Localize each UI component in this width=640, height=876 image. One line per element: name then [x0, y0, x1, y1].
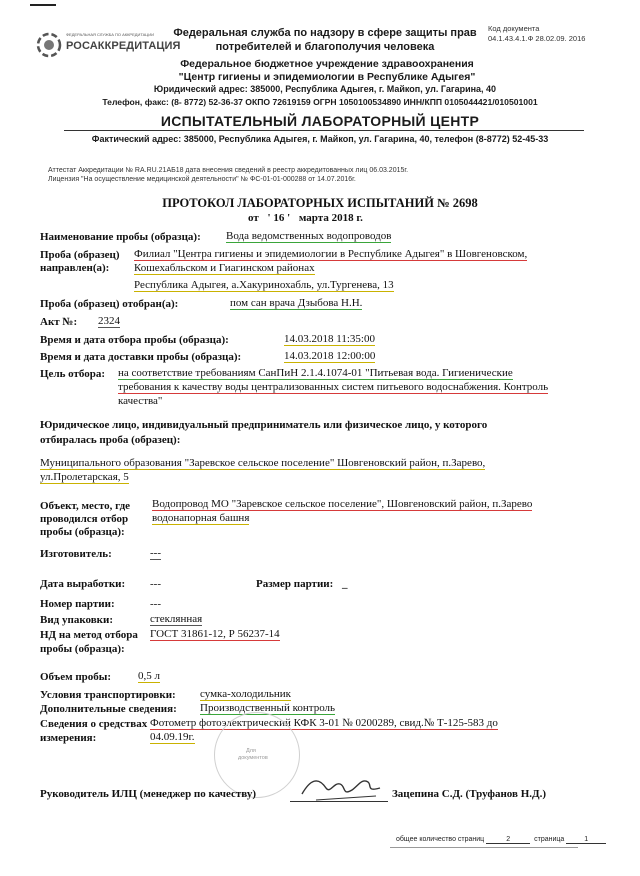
- attestat-line: Аттестат Аккредитации № RA.RU.21АБ18 дата внесения сведений в реестр аккредитованных лиц 06.03.2015г.: [48, 167, 409, 174]
- batch-number-label: Номер партии:: [40, 598, 115, 610]
- footer-pages: [396, 836, 606, 844]
- manufacturer-value: ---: [150, 547, 161, 559]
- handwritten-signature: [296, 770, 386, 804]
- entity-label-2: отбиралась проба (образец):: [40, 434, 181, 446]
- sent-to-value-3: Республика Адыгея, а.Хакуринохабль, ул.Тургенева, 13: [134, 279, 394, 291]
- instruments-value-1: Фотометр фотоэлектрический КФК 3-01 № 0200289, свид.№ Т-125-583 до: [150, 717, 498, 729]
- extra-value: Производственный контроль: [200, 702, 336, 714]
- logo-small-text: ФЕДЕРАЛЬНАЯ СЛУЖБА ПО АККРЕДИТАЦИИ: [66, 32, 155, 37]
- stamp-text-line-1: Для: [246, 748, 256, 754]
- protocol-title: ПРОТОКОЛ ЛАБОРАТОРНЫХ ИСПЫТАНИЙ № 2698: [162, 196, 478, 210]
- service-line-2: потребителей и благополучия человека: [215, 41, 435, 53]
- protocol-date: [248, 212, 363, 224]
- footer-box-rule: [390, 847, 578, 848]
- sample-name-label: Наименование пробы (образца):: [40, 231, 201, 243]
- doc-code-value: 04.1.43.4.1.Ф 28.02.09. 2016: [488, 34, 586, 43]
- object-label-1: Объект, место, где: [40, 500, 131, 512]
- sent-to-value-2: Кошехабльском и Гиагинском районах: [134, 262, 315, 274]
- top-rule: [30, 4, 56, 6]
- sent-to-label-1: Проба (образец): [40, 249, 120, 261]
- center-title-rule: [64, 130, 584, 131]
- batch-size-label: Размер партии:: [256, 578, 334, 590]
- production-date-label: Дата выработки:: [40, 578, 126, 590]
- sampling-time-value: 14.03.2018 11:35:00: [284, 333, 375, 345]
- instruments-value-2: 04.09.19г.: [150, 731, 195, 743]
- actual-address: Фактический адрес: 385000, Республика Адыгея, г. Майкоп, ул. Гагарина, 40, телефон (8-8772) 52-45-33: [91, 134, 549, 144]
- act-label: Акт №:: [40, 316, 78, 328]
- doc-code-label: Код документа: [488, 24, 540, 33]
- method-label-2: пробы (образца):: [40, 643, 125, 655]
- instruments-label-2: измерения:: [40, 732, 97, 744]
- page-value: 1: [566, 836, 606, 844]
- act-value: 2324: [98, 315, 120, 327]
- object-label-2: проводился отбор: [40, 513, 129, 525]
- protocol-date-day: ' 16 ': [267, 212, 291, 224]
- institution-line-1: Федеральное бюджетное учреждение здравоохранения: [180, 58, 474, 70]
- package-label: Вид упаковки:: [40, 614, 114, 626]
- signature-line: [290, 801, 388, 802]
- taken-by-label: Проба (образец) отобран(а):: [40, 298, 179, 310]
- object-value-2: водонапорная башня: [152, 512, 250, 524]
- sampling-time-label: Время и дата отбора пробы (образца):: [40, 334, 229, 346]
- production-date-value: ---: [150, 578, 161, 590]
- protocol-date-prefix: от: [248, 212, 259, 224]
- total-pages-value: 2: [486, 836, 530, 844]
- package-value: стеклянная: [150, 613, 203, 625]
- logo-name: РОСАККРЕДИТАЦИЯ: [66, 40, 181, 52]
- purpose-value-3: качества": [118, 395, 163, 407]
- sent-to-label-2: направлен(а):: [40, 262, 110, 274]
- object-value-1: Водопровод МО "Заревское сельское поселение", Шовгеновский район, п.Зарево: [152, 498, 533, 510]
- entity-value-1: Муниципального образования "Заревское сельское поселение" Шовгеновский район, п.Зарево,: [40, 457, 486, 469]
- license-line: Лицензия "На осуществление медицинской деятельности" № ФС-01-01-000288 от 14.07.2016г.: [48, 176, 356, 183]
- volume-value: 0,5 л: [138, 670, 160, 682]
- manufacturer-label: Изготовитель:: [40, 548, 112, 560]
- sample-name-value: Вода ведомственных водопроводов: [226, 230, 392, 242]
- instruments-label-1: Сведения о средствах: [40, 718, 148, 730]
- method-value: ГОСТ 31861-12, Р 56237-14: [150, 628, 280, 640]
- purpose-label: Цель отбора:: [40, 368, 106, 380]
- entity-value-2: ул.Пролетарская, 5: [40, 471, 129, 483]
- institution-line-2: "Центр гигиены и эпидемиологии в Республике Адыгея": [178, 71, 476, 83]
- transport-label: Условия транспортировки:: [40, 689, 176, 701]
- signature-label: Руководитель ИЛЦ (менеджер по качеству): [40, 788, 256, 800]
- service-line-1: Федеральная служба по надзору в сфере защиты прав: [173, 27, 477, 39]
- batch-number-value: ---: [150, 598, 161, 610]
- purpose-value-2: требования к качеству воды централизованных систем питьевого водоснабжения. Контроль: [118, 381, 549, 393]
- stamp-text-line-2: документов: [238, 755, 268, 761]
- sent-to-value-1: Филиал "Центра гигиены и эпидемиологии в Республике Адыгея" в Шовгеновском,: [134, 248, 528, 260]
- entity-label-1: Юридическое лицо, индивидуальный предприниматель или физическое лицо, у которого: [40, 419, 488, 431]
- purpose-value-1: на соответствие требованиям СанПиН 2.1.4.1074-01 "Питьевая вода. Гигиенические: [118, 367, 513, 379]
- delivery-time-label: Время и дата доставки пробы (образца):: [40, 351, 242, 363]
- signature-name: Зацепина С.Д. (Труфанов Н.Д.): [392, 788, 546, 800]
- center-title: ИСПЫТАТЕЛЬНЫЙ ЛАБОРАТОРНЫЙ ЦЕНТР: [160, 113, 480, 129]
- volume-label: Объем пробы:: [40, 671, 112, 683]
- protocol-date-month-year: марта 2018 г.: [298, 212, 363, 224]
- phone-line: Телефон, факс: (8- 8772) 52-36-37 ОКПО 72619159 ОГРН 1050100534890 ИНН/КПП 0105044421/010501001: [102, 97, 538, 107]
- delivery-time-value: 14.03.2018 12:00:00: [284, 350, 376, 362]
- total-pages-label: общее количество страниц: [396, 836, 485, 843]
- legal-address: Юридический адрес: 385000, Республика Адыгея, г. Майкоп, ул. Гагарина, 40: [153, 84, 497, 94]
- taken-by-value: пом сан врача Дзыбова Н.Н.: [230, 297, 363, 309]
- object-label-3: пробы (образца):: [40, 526, 125, 538]
- transport-value: сумка-холодильник: [200, 688, 291, 700]
- batch-size-value: _: [342, 578, 348, 590]
- extra-label: Дополнительные сведения:: [40, 703, 177, 715]
- page-label: страница: [534, 836, 565, 843]
- method-label-1: НД на метод отбора: [40, 629, 138, 641]
